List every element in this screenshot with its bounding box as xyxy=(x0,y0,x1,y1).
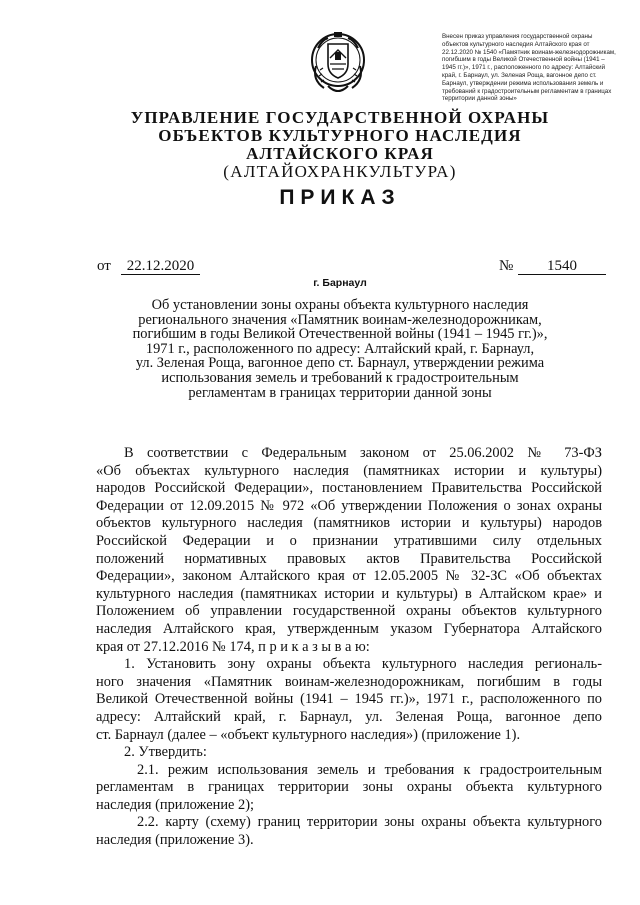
subject-line: ул. Зеленая Роща, вагонное депо ст. Барнаул, утверждении режима xyxy=(135,355,545,372)
agency-name-line: УПРАВЛЕНИЕ ГОСУДАРСТВЕННОЙ ОХРАНЫ xyxy=(130,108,550,127)
note-line: объектов культурного наследия Алтайского края от xyxy=(442,40,590,48)
agency-short-name: (АЛТАЙОХРАНКУЛЬТУРА) xyxy=(223,162,457,181)
clause-2-2-line: 2.2. карту (схему) границ территории зоны охраны объекта культурного xyxy=(137,814,602,831)
note-line: Барнаул, утверждении режима использования земель и xyxy=(442,79,604,87)
body-line: культурного наследия (памятниках истории и культуры) в Алтайском крае» и xyxy=(96,585,602,602)
clause-1-line: ст. Барнаул (далее – «объект культурного наследия») (приложение 1). xyxy=(96,726,521,743)
subject-line: регионального значения «Памятник воинам-железнодорожникам, xyxy=(138,311,542,328)
subject-line: использования земель и требований к градостроительным xyxy=(161,369,519,386)
note-line: погибшим в годы Великой Отечественной войны (1941 – xyxy=(442,56,605,64)
subject-line: регламентам в границах территории данной зоны xyxy=(188,384,492,401)
order-date: 22.12.2020 xyxy=(121,258,200,275)
body-line: наследия Алтайского края, утвержденным указом Губернатора Алтайского xyxy=(96,620,602,637)
order-body xyxy=(96,445,602,850)
clause-1-line: адресу: Алтайский край, г. Барнаул, ул. Зеленая Роща, вагонное депо xyxy=(96,708,602,725)
order-subject xyxy=(0,298,640,400)
agency-name-line: АЛТАЙСКОГО КРАЯ xyxy=(246,144,434,163)
note-line: 22.12.2020 № 1540 «Памятник воинам-железнодорожникам, xyxy=(442,48,616,56)
note-line: территории данной зоны» xyxy=(442,95,517,103)
clause-1-line: 1. Установить зону охраны объекта культурного наследия региональ- xyxy=(124,656,602,673)
clause-2-line: 2. Утвердить: xyxy=(124,744,207,761)
subject-line: Об установлении зоны охраны объекта культурного наследия xyxy=(151,297,529,313)
clause-2-2-line: наследия (приложение 3). xyxy=(96,832,254,849)
body-line: края от 27.12.2016 № 174, п р и к а з ы в а ю: xyxy=(96,638,370,655)
body-line: «Об объектах культурного наследия (памятниках истории и культуры) xyxy=(96,462,602,479)
body-line: объектов культурного наследия (памятников истории и культуры) народов xyxy=(96,515,602,532)
body-line: Федерации», законом Алтайского края от 12.05.2005 № 32-ЗС «Об объектах xyxy=(96,568,602,585)
clause-2-1-line: 2.1. режим использования земель и требования к градостроительным xyxy=(137,761,602,778)
subject-line: 1971 г., расположенного по адресу: Алтайский край, г. Барнаул, xyxy=(145,340,535,357)
altai-coat-of-arms-emblem xyxy=(308,30,368,100)
date-label: от xyxy=(97,258,111,274)
body-line: народов Российской Федерации», постановлением Правительства Российской xyxy=(96,480,602,497)
clause-2-1-line: регламентам в границах территории зоны охраны объекта культурного xyxy=(96,779,602,796)
body-line: Положением об управлении государственной охраны объектов культурного xyxy=(96,603,602,620)
document-type-title: ПРИКАЗ xyxy=(279,186,401,209)
amendment-note xyxy=(442,33,632,103)
order-number: 1540 xyxy=(518,258,606,275)
clause-1-line: ного значения «Памятник воинам-железнодорожникам, погибшим в годы xyxy=(96,673,602,690)
number-label: № xyxy=(499,258,514,274)
note-line: край, г. Барнаул, ул. Зеленая Роща, вагонное депо ст. xyxy=(442,71,597,79)
body-line: Российской Федерации и о признании утратившими силу отдельных xyxy=(96,532,602,549)
note-line: Внесен приказ управления государственной охраны xyxy=(442,33,593,40)
clause-2-1-line: наследия (приложение 2); xyxy=(96,796,255,813)
clause-1-line: Великой Отечественной войны (1941 – 1945 гг.)», 1971 г., расположенного по xyxy=(96,691,602,708)
body-line: положений нормативных правовых актов Правительства Российской xyxy=(96,550,602,567)
body-line: Федерации от 12.09.2015 № 972 «Об утверждении Положения о зонах охраны xyxy=(96,497,602,514)
body-line: В соответствии с Федеральным законом от 25.06.2002 № 73-ФЗ xyxy=(124,445,602,461)
note-line: 1945 гг.)», 1971 г., расположенного по адресу: Алтайский xyxy=(442,64,606,72)
agency-name-line: ОБЪЕКТОВ КУЛЬТУРНОГО НАСЛЕДИЯ xyxy=(158,126,522,145)
city: г. Барнаул xyxy=(313,277,367,289)
note-line: требований к градостроительным регламентам в границах xyxy=(442,87,612,95)
subject-line: погибшим в годы Великой Отечественной войны (1941 – 1945 гг.)», xyxy=(132,326,548,343)
